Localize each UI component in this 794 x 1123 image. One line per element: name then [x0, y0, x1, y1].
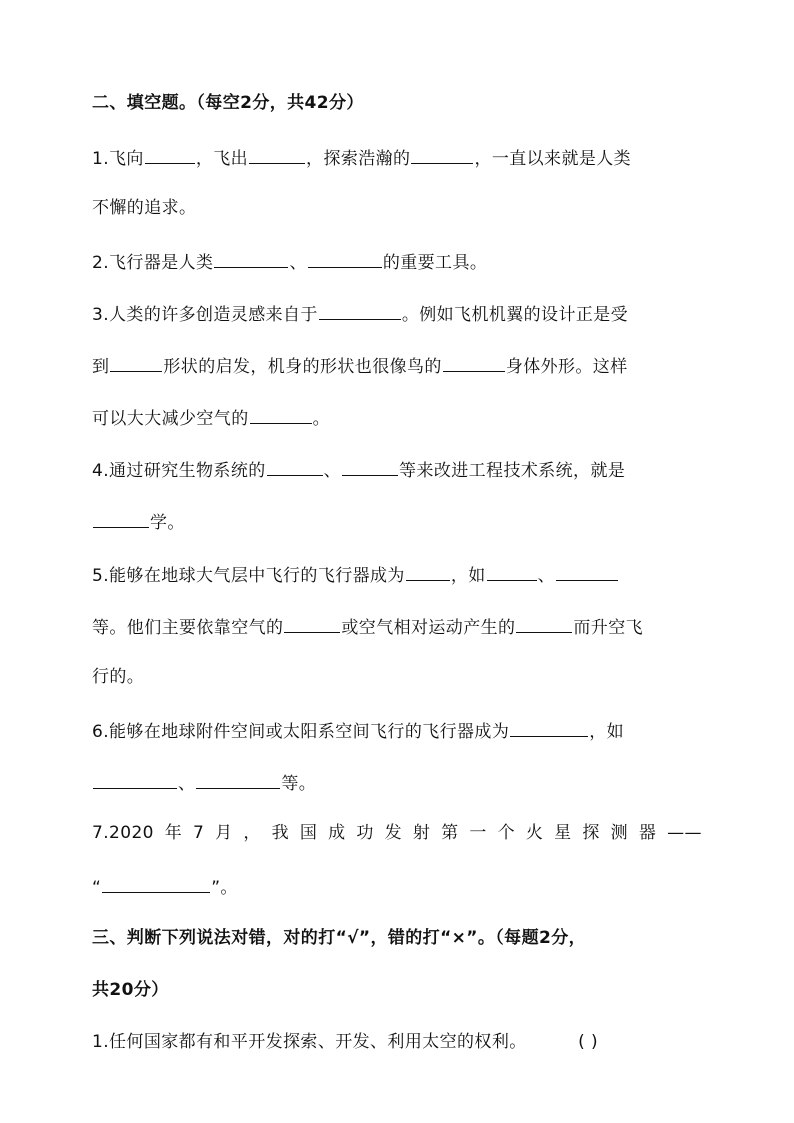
- q7-word: 器: [638, 823, 657, 843]
- q5-blank1[interactable]: [406, 560, 450, 581]
- q5-text2: ，如: [450, 566, 486, 586]
- q5-text1: 能够在地球大气层中飞行的飞行器成为: [109, 566, 405, 586]
- q4-text1: 通过研究生物系统的: [109, 461, 266, 481]
- q7-word: 成: [328, 823, 346, 843]
- q1-text2: ，飞出: [195, 149, 249, 169]
- q7-word: 发: [384, 823, 402, 843]
- q7-word: ，: [243, 823, 261, 843]
- q3-text5: 身体外形。这样: [505, 357, 628, 377]
- q5-number: 5.: [92, 566, 110, 586]
- q3-blank2[interactable]: [110, 351, 162, 372]
- q5-line2: [92, 612, 702, 641]
- s3-q1-number: 1.: [92, 1032, 110, 1052]
- q3-text3: 到: [92, 357, 110, 377]
- q1-text4: ，一直以来就是人类: [474, 149, 632, 169]
- s3-q1-text: 任何国家都有和平开发探索、开发、利用太空的权利。: [109, 1032, 527, 1052]
- q3-text2: 。例如飞机机翼的设计正是受: [401, 305, 629, 325]
- q6-blank3[interactable]: [196, 768, 280, 789]
- q2-text3: 的重要工具。: [382, 253, 488, 273]
- q5-blank5[interactable]: [516, 612, 572, 633]
- q5-line3: 行的。: [92, 667, 145, 687]
- section2-heading: 二、填空题。（每空2分，共42分）: [92, 93, 364, 113]
- s3-q1-answer-paren[interactable]: ( ): [578, 1032, 598, 1052]
- q3-line3: [92, 403, 702, 432]
- q3-text6: 可以大大减少空气的: [92, 409, 249, 429]
- q7-word: 功: [356, 823, 374, 843]
- q6-number: 6.: [92, 722, 110, 742]
- q2-blank2[interactable]: [308, 247, 382, 268]
- q3-blank1[interactable]: [319, 299, 401, 320]
- q2-text2: 、: [289, 253, 307, 273]
- q7-line2: [92, 872, 702, 901]
- q1-blank3[interactable]: [411, 143, 473, 164]
- q4-text3: 等来改进工程技术系统，就是: [399, 461, 626, 481]
- q4-line1: [92, 455, 702, 484]
- q4-blank1[interactable]: [267, 455, 323, 476]
- q6-line1: [92, 716, 702, 745]
- q5-text3: 、: [537, 566, 556, 586]
- q6-text4: 等。: [281, 774, 317, 794]
- q5-blank3[interactable]: [556, 560, 618, 581]
- section3-heading-line1: 三、判断下列说法对错，对的打“√”，错的打“×”。（每题2分，: [92, 928, 587, 948]
- q6-text2: ，如: [589, 722, 625, 742]
- q7-word: 年: [164, 823, 183, 843]
- q7-close: ”。: [211, 878, 238, 898]
- q7-word: 一: [469, 823, 487, 843]
- q7-word: 国: [299, 823, 318, 843]
- q5-text4: 等。他们主要依靠空气的: [92, 618, 284, 638]
- q2-blank1[interactable]: [214, 247, 288, 268]
- q4-number: 4.: [92, 461, 110, 481]
- q3-number: 3.: [92, 305, 110, 325]
- q7-line1: [92, 820, 702, 846]
- q7-open-quote: “: [92, 878, 102, 898]
- q5-text6: 而升空飞: [573, 618, 644, 638]
- q7-word: 7: [193, 823, 205, 843]
- section3-heading-line2: 共20分）: [92, 980, 169, 1000]
- q7-number-year: 7.2020: [92, 823, 154, 843]
- q5-blank2[interactable]: [487, 560, 537, 581]
- q5-text5: 或空气相对运动产生的: [341, 618, 516, 638]
- q3-blank3[interactable]: [443, 351, 505, 372]
- q4-text4: 学。: [150, 513, 185, 533]
- q1-line2: 不懈的追求。: [92, 198, 197, 218]
- q7-dash: ——: [667, 823, 702, 843]
- q3-text1: 人类的许多创造灵感来自于: [109, 305, 318, 325]
- q7-word: 第: [441, 823, 459, 843]
- q3-text4: 形状的启发，机身的形状也很像鸟的: [163, 357, 442, 377]
- s3-q1-line: [92, 1029, 702, 1055]
- q1-text1: 飞向: [109, 149, 144, 169]
- q7-blank[interactable]: [102, 872, 210, 893]
- q7-word: 月: [215, 823, 233, 843]
- q4-line2: [92, 507, 702, 536]
- q3-text7: 。: [312, 409, 331, 429]
- q1-blank2[interactable]: [249, 143, 305, 164]
- q5-blank4[interactable]: [284, 612, 340, 633]
- q4-blank3[interactable]: [93, 507, 149, 528]
- q7-word: 星: [554, 823, 572, 843]
- q6-blank2[interactable]: [93, 768, 177, 789]
- q2-number: 2.: [92, 253, 110, 273]
- q7-word: 射: [412, 823, 431, 843]
- q1-text3: ，探索浩瀚的: [306, 149, 411, 169]
- q2-line: [92, 247, 702, 276]
- q6-text1: 能够在地球附件空间或太阳系空间飞行的飞行器成为: [109, 722, 510, 742]
- q3-line2: [92, 351, 702, 380]
- q7-word: 我: [271, 823, 289, 843]
- q2-text1: 飞行器是人类: [109, 253, 214, 273]
- q6-text3: 、: [178, 774, 196, 794]
- q4-blank2[interactable]: [342, 455, 398, 476]
- q1-line1: [92, 143, 702, 172]
- q7-word: 测: [610, 823, 628, 843]
- q1-number: 1.: [92, 149, 110, 169]
- q7-word: 个: [497, 823, 515, 843]
- q1-blank1[interactable]: [145, 143, 195, 164]
- q7-word: 探: [582, 823, 600, 843]
- q3-line1: [92, 299, 702, 328]
- q7-word: 火: [525, 823, 544, 843]
- q6-blank1[interactable]: [510, 716, 588, 737]
- q3-blank4[interactable]: [250, 403, 312, 424]
- q5-line1: [92, 560, 702, 589]
- q4-text2: 、: [323, 461, 342, 481]
- q6-line2: [92, 768, 702, 797]
